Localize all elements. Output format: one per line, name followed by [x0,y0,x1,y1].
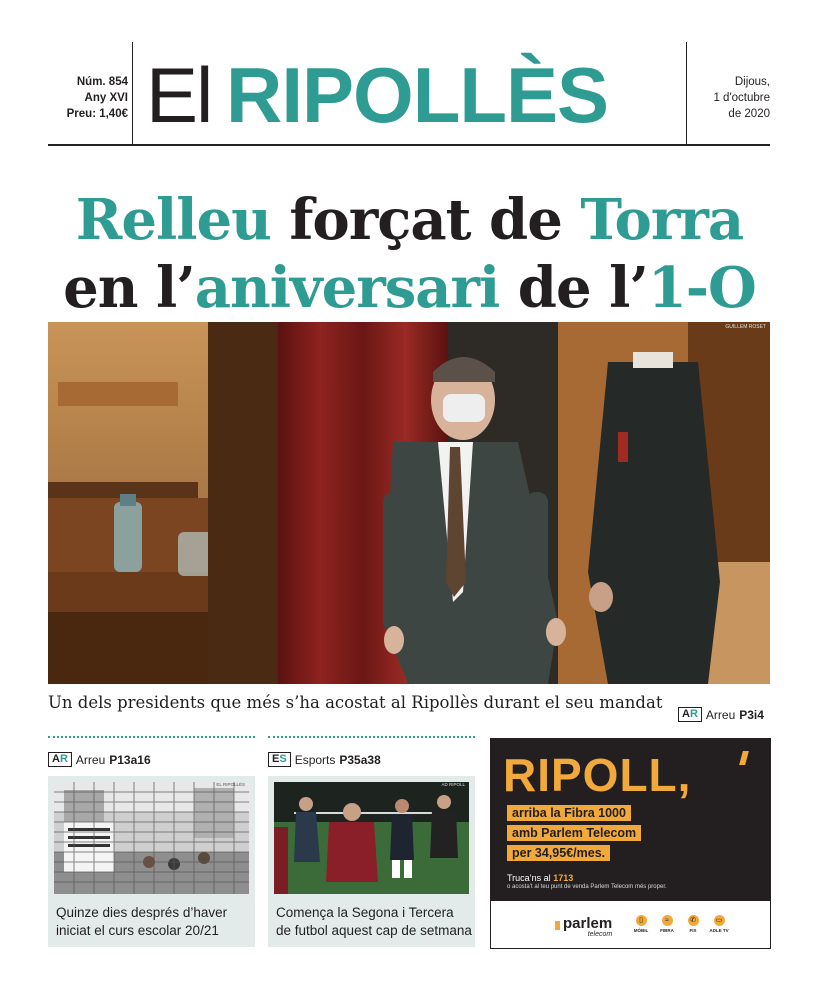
main-headline[interactable] [0,186,819,322]
card-photo [274,782,469,894]
main-photo[interactable] [48,322,770,684]
issue-info [48,74,128,122]
news-card-football[interactable] [268,776,475,947]
card-headline: Quinze dies després d’haver iniciat el curs escolar 20/21 [56,905,228,938]
ad-line-2: amb Parlem Telecom [507,825,641,841]
section-badge: ES [268,752,291,767]
photo-caption: Un dels presidents que més s’ha acostat al Ripollès durant el seu mandat [48,693,663,712]
parlem-logo [563,917,612,938]
section-pages: P35a38 [339,752,381,767]
headline-line-1 [0,186,819,254]
card-2-section-ref[interactable] [268,752,381,767]
section-pages: P3i4 [739,707,764,722]
parlem-logo-sub: telecom [587,931,613,938]
headline-1o: 1-O [647,255,756,321]
dotted-divider-2 [268,736,475,738]
parlem-logo-mark [555,921,560,930]
ad-quote-mark [739,751,749,765]
issue-year: Any XVI [84,92,128,104]
section-pages: P13a16 [109,752,151,767]
football-photo-illustration [274,782,469,894]
section-name: Esports [294,752,336,767]
ad-call: Truca’ns al 1713 [507,873,574,883]
mobile-icon: ▯ MÒBIL [633,917,649,933]
masthead [48,42,770,146]
logo-main: RIPOLLÈS [226,51,609,139]
card-photo-credit: EL RIPOLLÈS [216,782,245,787]
headline-de: de l’ [499,255,648,321]
date-year: de 2020 [728,108,770,120]
phone-icon: ✆ FIX [689,917,697,933]
issue-price: Preu: 1,40€ [66,108,128,120]
headline-en: en l’ [63,255,195,321]
headline-aniversari: aniversari [194,255,500,321]
ad-offer [507,805,641,865]
card-photo-credit: AD RIPOLL [441,782,465,787]
card-headline: Comença la Segona i Tercera de futbol aquest cap de setmana [276,905,472,938]
masthead-divider-right [686,42,687,144]
ad-line-3: per 34,95€/mes. [507,845,610,861]
headline-relleu: Relleu [75,187,271,253]
headline-line-2 [0,254,819,322]
issue-number: Núm. 854 [76,76,128,88]
section-name: Arreu [75,752,106,767]
dotted-divider-1 [48,736,255,738]
headline-torra: Torra [580,187,744,253]
date-date: 1 d'octubre [713,92,770,104]
newspaper-logo[interactable] [146,46,676,142]
school-photo-illustration [54,782,249,894]
card-1-section-ref[interactable] [48,752,151,767]
fibre-icon: ≈ FIBRA [660,917,674,933]
headline-forcat: forçat de [270,187,581,253]
card-photo [54,782,249,894]
section-badge: AR [48,752,72,767]
parlem-logo-name: parlem [563,915,613,932]
date-info [690,74,770,122]
photo-credit: GUILLEM ROSET [725,324,766,330]
ad-service-icons [631,915,729,933]
date-day: Dijous, [734,76,770,88]
main-photo-illustration [48,322,770,684]
news-card-school[interactable] [48,776,255,947]
ad-line-1: arriba la Fibra 1000 [507,805,631,821]
masthead-divider-left [132,42,133,144]
caption-section-ref[interactable] [678,707,764,722]
section-name: Arreu [705,707,736,722]
parlem-telecom-ad[interactable] [490,738,771,949]
ad-phone-number[interactable]: 1713 [553,873,574,883]
ad-small-print: o acosta’t al teu punt de venda Parlem Telecom més proper. [507,884,667,890]
ad-banner [491,739,770,901]
tv-icon: ▭ ADLE TV [709,917,729,933]
logo-prefix: El [146,51,212,139]
section-badge: AR [678,707,702,722]
ad-title: RIPOLL, [503,749,692,801]
